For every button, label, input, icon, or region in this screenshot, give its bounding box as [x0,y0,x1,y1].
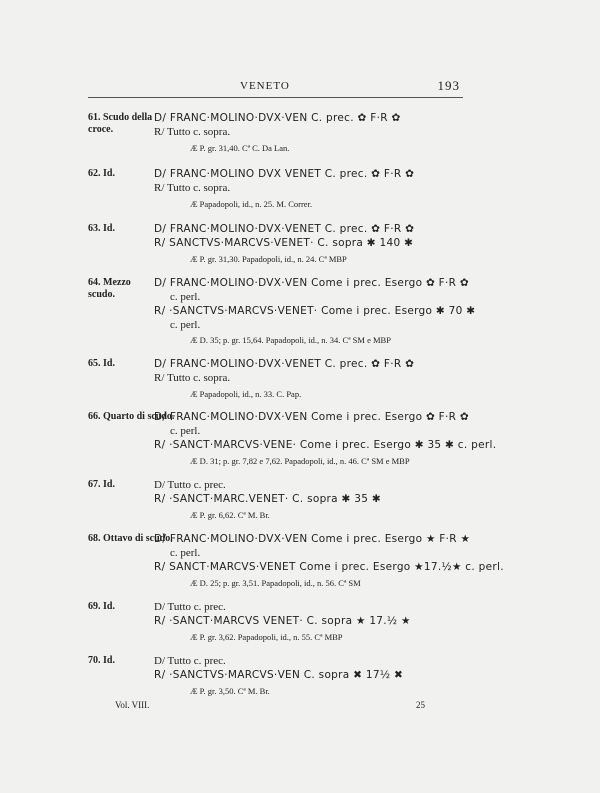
obverse-line: D/ FRANC·MOLINO DVX VENET C. prec. ✿ F·R ✿ [154,168,415,180]
page-footer [115,700,425,710]
entry-note: Æ P. gr. 3,50. Cª M. Br. [190,686,270,696]
entry-label: 70. Id. [88,655,115,666]
reverse-line: R/ ·SANCT·MARCVS·VENE· Come i prec. Esergo ✱ 35 ✱ c. perl. [154,439,497,451]
page-number: 193 [437,78,460,93]
reverse-line: R/ Tutto c. sopra. [154,372,231,384]
reverse-line: R/ ·SANCTVS·MARCVS·VEN C. sopra ✖ 17½ ✖ [154,669,404,681]
reverse-line-2: c. perl. [170,319,201,331]
entry-note: Æ D. 31; p. gr. 7,82 e 7,62. Papadopoli, id., n. 46. Cª SM e MBP [190,456,410,466]
reverse-line: R/ ·SANCTVS·MARCVS·VENET· Come i prec. Esergo ✱ 70 ✱ [154,305,476,317]
entry-label: 61. Scudo della croce. [88,112,153,135]
reverse-line: R/ ·SANCT·MARCVS VENET· C. sopra ★ 17.½ ★ [154,615,411,627]
reverse-line: R/ SANCTVS·MARCVS·VENET· C. sopra ✱ 140 ✱ [154,237,414,249]
entry-note: Æ P. gr. 3,62. Papadopoli, id., n. 55. Cª MBP [190,632,343,642]
entry-label: 65. Id. [88,358,115,369]
signature-mark: 25 [416,700,425,710]
entry-label: 63. Id. [88,223,115,234]
entry-note: Æ D. 25; p. gr. 3,51. Papadopoli, id., n. 56. Cª SM [190,578,361,588]
obverse-line-2: c. perl. [170,425,201,437]
entry-note: Æ P. gr. 31,40. Cª C. Da Lan. [190,143,290,153]
volume-label: Vol. VIII. [115,700,150,710]
obverse-line: D/ FRANC·MOLINO·DVX·VENET C. prec. ✿ F·R ✿ [154,358,415,370]
obverse-line: D/ FRANC·MOLINO·DVX·VEN C. prec. ✿ F·R ✿ [154,112,401,124]
entry-note: Æ D. 35; p. gr. 15,64. Papadopoli, id., n. 34. Cª SM e MBP [190,335,391,345]
obverse-line-2: c. perl. [170,291,201,303]
obverse-line: D/ Tutto c. prec. [154,479,226,491]
reverse-line: R/ SANCT·MARCVS·VENET Come i prec. Esergo ★17.½★ c. perl. [154,561,504,573]
entry-note: Æ P. gr. 31,30. Papadopoli, id., n. 24. Cª MBP [190,254,347,264]
reverse-line: R/ Tutto c. sopra. [154,126,231,138]
running-head-title: VENETO [240,80,290,92]
obverse-line: D/ Tutto c. prec. [154,655,226,667]
entry-label: 62. Id. [88,168,115,179]
obverse-line: D/ FRANC·MOLINO·DVX·VEN Come i prec. Esergo ✿ F·R ✿ [154,277,469,289]
entry-label: 64. Mezzo scudo. [88,277,131,300]
obverse-line: D/ FRANC·MOLINO·DVX·VEN Come i prec. Esergo ★ F·R ★ [154,533,471,545]
entry-note: Æ P. gr. 6,62. Cª M. Br. [190,510,270,520]
entry-label: 68. Ottavo di scudo. [88,533,173,544]
obverse-line: D/ FRANC·MOLINO·DVX·VENET C. prec. ✿ F·R ✿ [154,223,415,235]
reverse-line: R/ ·SANCT·MARC.VENET· C. sopra ✱ 35 ✱ [154,493,381,505]
entry-label: 67. Id. [88,479,115,490]
entry-label: 69. Id. [88,601,115,612]
entry-note: Æ Papadopoli, id., n. 25. M. Correr. [190,199,313,209]
obverse-line: D/ FRANC·MOLINO·DVX·VEN Come i prec. Esergo ✿ F·R ✿ [154,411,469,423]
reverse-line: R/ Tutto c. sopra. [154,182,231,194]
header-rule [88,97,463,98]
entry-label: 66. Quarto di scudo. [88,411,175,422]
obverse-line: D/ Tutto c. prec. [154,601,226,613]
obverse-line-2: c. perl. [170,547,201,559]
entry-note: Æ Papadopoli, id., n. 33. C. Pap. [190,389,302,399]
